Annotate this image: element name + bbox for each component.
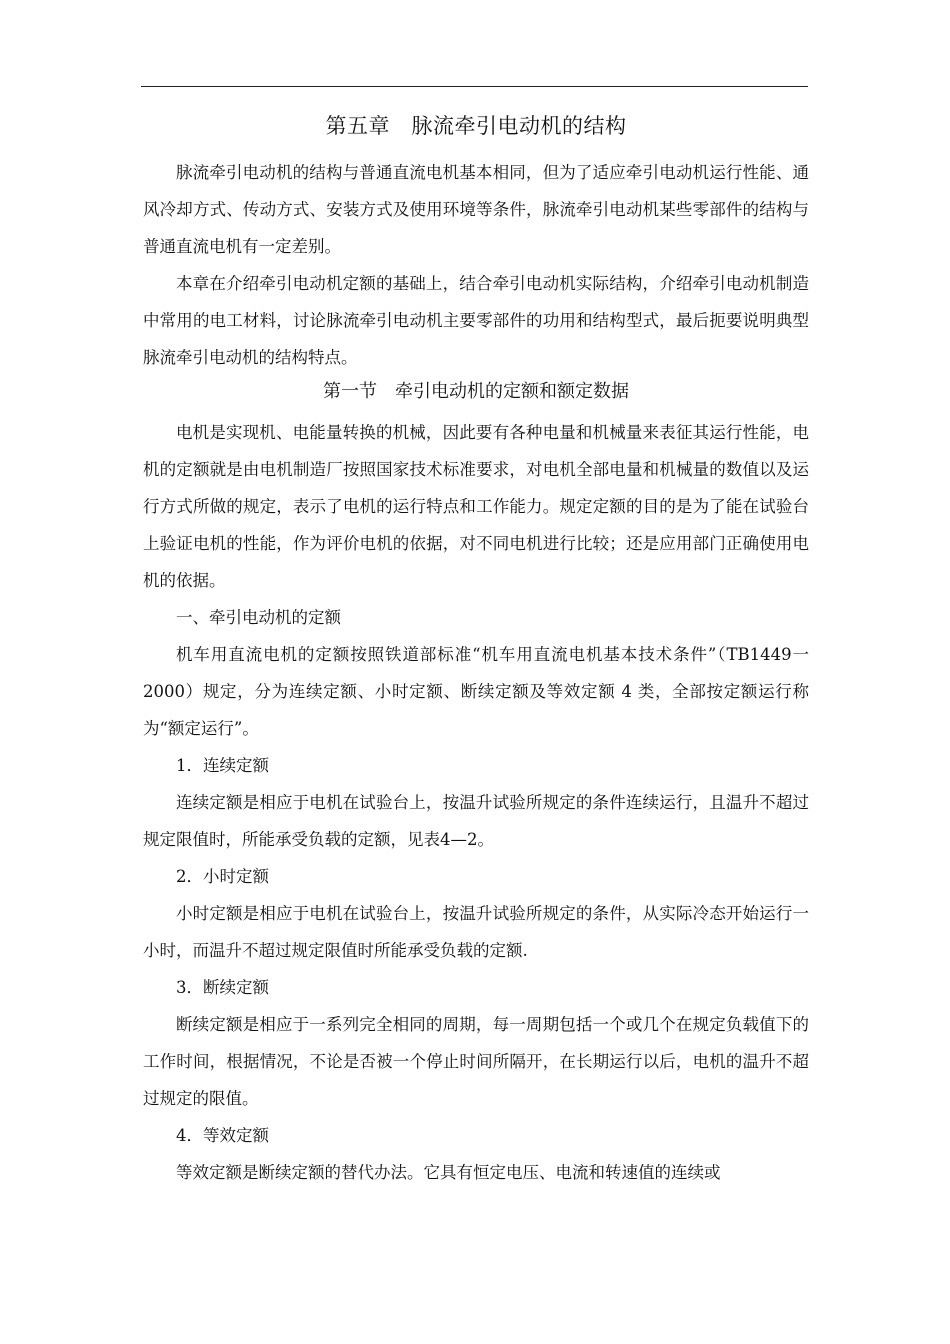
document-body <box>143 108 809 1191</box>
item-text-equivalent: 等效定额是断续定额的替代办法。它具有恒定电压、电流和转速值的连续或 <box>176 1163 721 1182</box>
chapter-title: 第五章 脉流牵引电动机的结构 <box>325 114 627 138</box>
item-text-hourly: 小时定额是相应于电机在试验台上，按温升试验所规定的条件，从实际冷态开始运行一小时，而温升不超过规定限值时所能承受负载的定额. <box>143 904 809 960</box>
intro-paragraph-2: 本章在介绍牵引电动机定额的基础上，结合牵引电动机实际结构，介绍牵引电动机制造中常用的电工材料，讨论脉流牵引电动机主要零部件的功用和结构型式，最后扼要说明典型脉流牵引电动机的结构特点。 <box>143 274 809 367</box>
subheading-ratings: 一、牵引电动机的定额 <box>176 608 341 627</box>
intro-paragraph-1: 脉流牵引电动机的结构与普通直流电机基本相同，但为了适应牵引电动机运行性能、通风冷却方式、传动方式、安装方式及使用环境等条件，脉流牵引电动机某些零部件的结构与普通直流电机有一定差别。 <box>143 163 809 256</box>
section-paragraph-1: 电机是实现机、电能量转换的机械，因此要有各种电量和机械量来表征其运行性能，电机的定额就是由电机制造厂按照国家技术标准要求，对电机全部电量和机械量的数值以及运行方式所做的规定，表示了电机的运行特点和工作能力。规定定额的目的是为了能在试验台上验证电机的性能，作为评价电机的依据，对不同电机进行比较；还是应用部门正确使用电机的依据。 <box>143 423 809 590</box>
item-heading-equivalent: 4．等效定额 <box>176 1126 269 1145</box>
item-heading-intermittent: 3．断续定额 <box>176 978 269 997</box>
item-text-intermittent: 断续定额是相应于一系列完全相同的周期，每一周期包括一个或几个在规定负载值下的工作时间，根据情况，不论是否被一个停止时间所隔开，在长期运行以后，电机的温升不超过规定的限值。 <box>143 1015 809 1108</box>
section-title: 第一节 牵引电动机的定额和额定数据 <box>323 381 629 402</box>
header-rule <box>141 86 808 87</box>
item-heading-continuous: 1．连续定额 <box>176 756 269 775</box>
section-paragraph-2: 机车用直流电机的定额按照铁道部标准“机车用直流电机基本技术条件”（TB1449一2000）规定，分为连续定额、小时定额、断续定额及等效定额 4 类，全部按定额运行称为“额定运行”。 <box>143 645 809 738</box>
item-text-continuous: 连续定额是相应于电机在试验台上，按温升试验所规定的条件连续运行，且温升不超过规定限值时，所能承受负载的定额，见表4—2。 <box>143 793 809 849</box>
item-heading-hourly: 2．小时定额 <box>176 867 269 886</box>
